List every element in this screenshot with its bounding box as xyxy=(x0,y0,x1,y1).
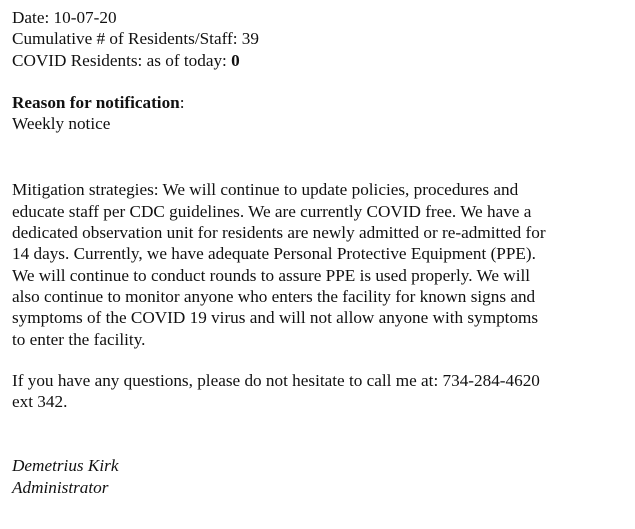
notice-document xyxy=(12,7,624,498)
mitigation-paragraph xyxy=(12,179,624,349)
mitigation-line: also continue to monitor anyone who enters the facility for known signs and xyxy=(12,286,536,306)
signature-name: Demetrius Kirk xyxy=(12,456,119,476)
mitigation-line: to enter the facility. xyxy=(12,329,146,349)
reason-heading xyxy=(12,92,624,113)
covid-residents-value: 0 xyxy=(231,50,240,70)
mitigation-line: educate staff per CDC guidelines. We are currently COVID free. We have a xyxy=(12,201,532,221)
contact-paragraph xyxy=(12,370,624,413)
cumulative-count-line xyxy=(12,28,624,49)
signature-title: Administrator xyxy=(12,477,109,497)
date-label: Date: xyxy=(12,8,50,27)
contact-line: If you have any questions, please do not hesitate to call me at: 734-284-4620 xyxy=(12,370,540,390)
date-value: 10-07-20 xyxy=(53,8,117,27)
reason-value: Weekly notice xyxy=(12,114,111,134)
contact-line: ext 342. xyxy=(12,392,68,412)
cumulative-count-value: 39 xyxy=(241,29,259,49)
signature-block xyxy=(12,455,624,498)
reason-colon: : xyxy=(179,92,185,112)
covid-residents-label: COVID Residents: as of today: xyxy=(12,50,227,70)
mitigation-line: Mitigation strategies: We will continue to update policies, procedures and xyxy=(12,180,519,200)
mitigation-line: We will continue to conduct rounds to assure PPE is used properly. We will xyxy=(12,265,531,285)
reason-label: Reason for notification xyxy=(12,92,180,112)
mitigation-line: dedicated observation unit for residents are newly admitted or re-admitted for xyxy=(12,223,546,243)
date-line xyxy=(12,7,624,28)
mitigation-line: symptoms of the COVID 19 virus and will not allow anyone with symptoms xyxy=(12,308,539,328)
covid-residents-line xyxy=(12,50,624,71)
cumulative-count-label: Cumulative # of Residents/Staff: xyxy=(12,29,238,49)
mitigation-line: 14 days. Currently, we have adequate Personal Protective Equipment (PPE). xyxy=(12,244,536,264)
